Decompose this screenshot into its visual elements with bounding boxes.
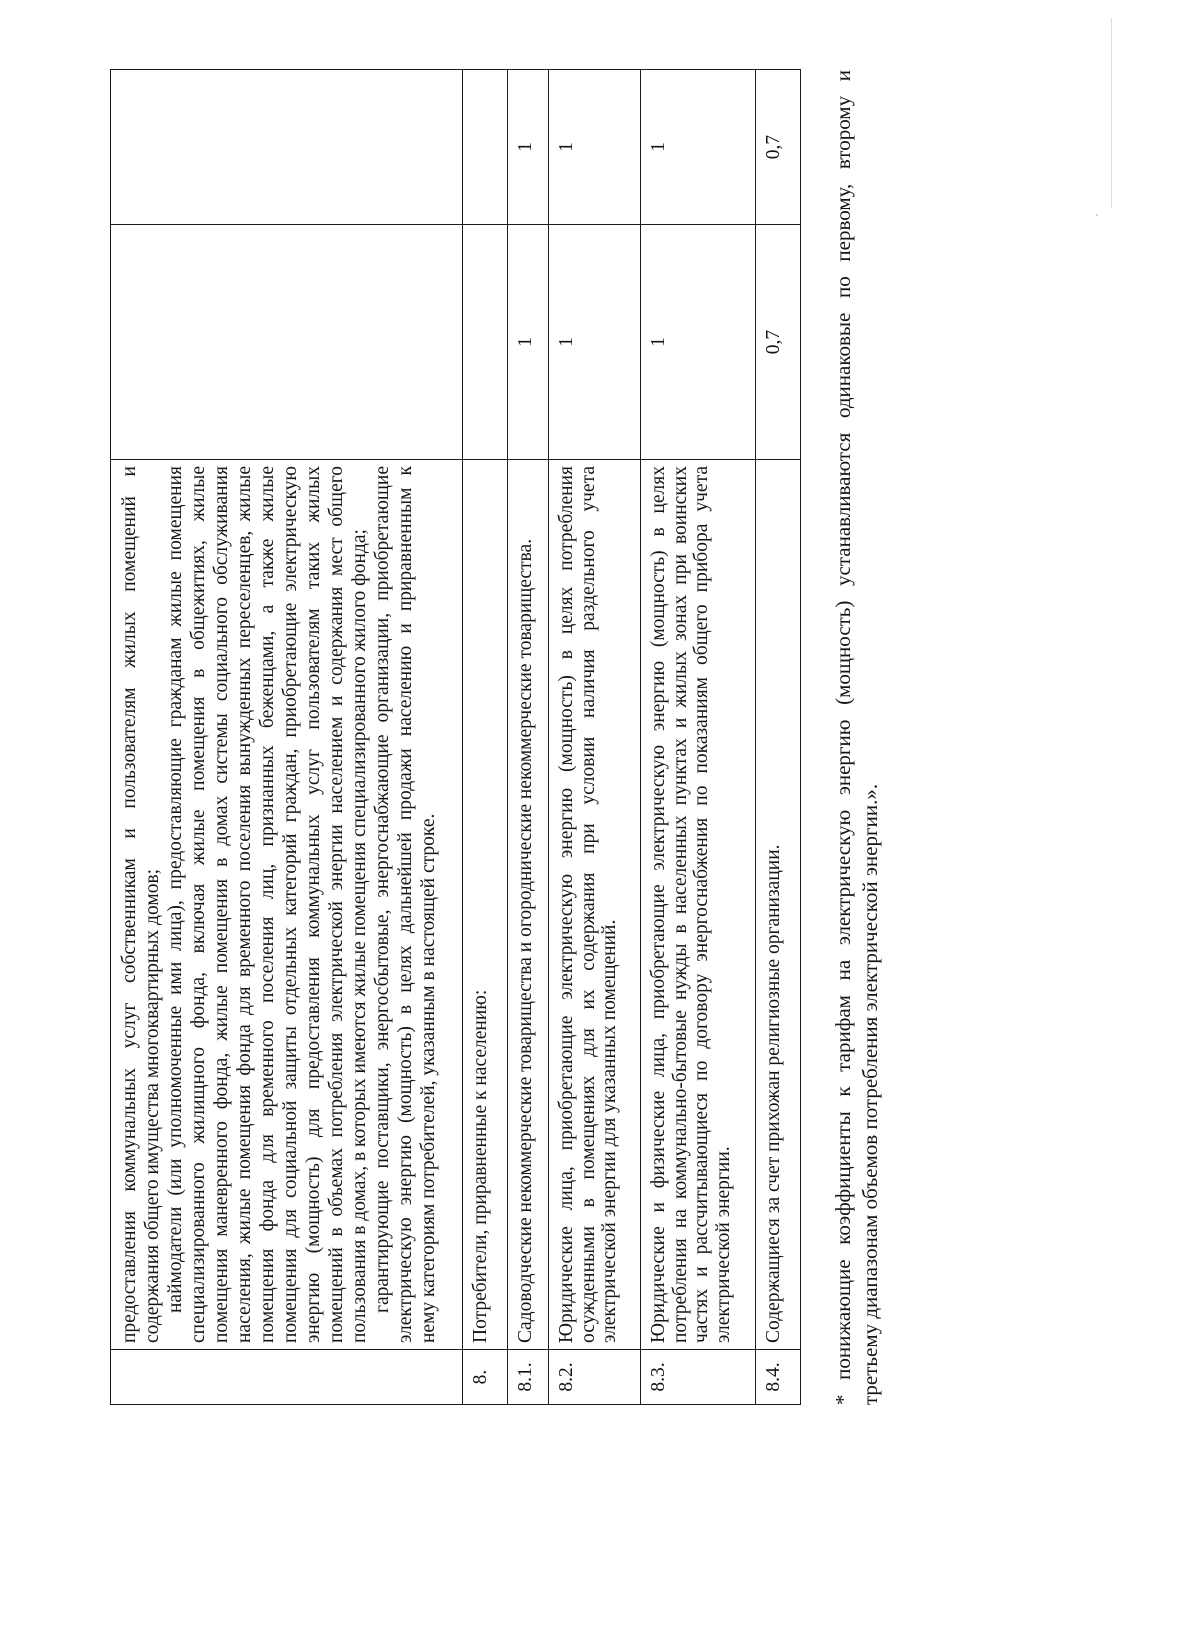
description-line: осужденными в помещениях для их содержания при условии наличия раздельного учета — [577, 466, 599, 1343]
rotated-page-content — [110, 70, 890, 1405]
description-line: Садоводческие некоммерческие товарищества и огороднические некоммерческие товарищества. — [515, 538, 536, 1343]
description-line: электрической энергии. — [712, 1146, 734, 1343]
row-description-cell — [111, 460, 463, 1350]
description-line: частях и рассчитывающиеся по договору энергоснабжения по показаниям общего прибора учета — [691, 466, 712, 1343]
footnote-line: третьему диапазонам объемов потребления электрической энергии.». — [858, 783, 882, 1405]
description-line: помещения для социальной защиты отдельных категорий граждан, приобретающие электрическую — [280, 466, 301, 1343]
description-line: помещения маневренного фонда, жилые помещения в домах системы социального обслуживания — [211, 466, 232, 1343]
row-number-cell — [111, 1350, 463, 1405]
description-line: потребления на коммунально-бытовые нужды в населенных пунктах и жилых зонах при воинских — [669, 466, 691, 1343]
scan-edge-line — [1111, 18, 1112, 208]
coefficient-cell-second: 1 — [508, 70, 549, 225]
description-line: Содержащиеся за счет прихожан религиозные организации. — [763, 844, 784, 1343]
description-line: населения, жилые помещения фонда для временного поселения вынужденных переселенцев, жилые — [234, 466, 255, 1343]
row-number-cell: 8.3. — [641, 1350, 756, 1405]
description-line: Юридические и физические лица, приобретающие электрическую энергию (мощность) в целях — [648, 466, 669, 1343]
footnote-line: * понижающие коэффициенты к тарифам на электрическую энергию (мощность) устанавливаются одинаковые по первому, второму и — [831, 70, 855, 1405]
row-number-cell: 8.2. — [549, 1350, 641, 1405]
description-line: Потребители, приравненные к населению: — [470, 989, 491, 1343]
table-row — [641, 70, 756, 1405]
description-paragraph — [164, 466, 371, 1343]
description-line: наймодатели (или уполномоченные ими лица), предоставляющие гражданам жилые помещения — [165, 466, 186, 1313]
coefficient-cell-first — [463, 225, 508, 460]
description-line: помещения фонда для временного поселения лиц, признанных беженцами, а также жилые — [257, 466, 278, 1343]
row-description-cell — [508, 460, 549, 1350]
footnote — [830, 70, 884, 1405]
description-line: электрическую энергию (мощность) в целях дальнейшей продажи населению и приравненным к — [395, 466, 416, 1343]
table-row — [111, 70, 463, 1405]
description-line: энергию (мощность) для предоставления коммунальных услуг пользователям таких жилых — [303, 466, 324, 1343]
description-line: специализированного жилищного фонда, включая жилые помещения в общежитиях, жилые — [188, 466, 209, 1343]
coefficient-cell-first: 1 — [549, 225, 641, 460]
row-number-cell: 8. — [463, 1350, 508, 1405]
coefficient-cell-second: 0,7 — [756, 70, 801, 225]
coefficient-cell-first: 1 — [641, 225, 756, 460]
table-row — [463, 70, 508, 1405]
scan-speck — [1096, 214, 1098, 216]
description-line: помещений в объемах потребления электрической энергии населением и содержания мест общего — [326, 466, 347, 1343]
tariff-coefficients-table — [110, 69, 801, 1405]
description-line: Юридические лица, приобретающие электрическую энергию (мощность) в целях потребления — [556, 466, 577, 1343]
coefficient-cell-second — [463, 70, 508, 225]
row-number-cell: 8.4. — [756, 1350, 801, 1405]
description-line: содержания общего имущества многоквартирных домов; — [142, 868, 163, 1343]
coefficient-cell-second: 1 — [549, 70, 641, 225]
description-line: предоставления коммунальных услуг собственникам и пользователям жилых помещений и — [119, 466, 140, 1343]
row-number-cell: 8.1. — [508, 1350, 549, 1405]
description-line: гарантирующие поставщики, энергосбытовые, энергоснабжающие организации, приобретающие — [372, 466, 393, 1313]
table-row — [508, 70, 549, 1405]
coefficient-cell-first: 0,7 — [756, 225, 801, 460]
row-description-cell — [641, 460, 756, 1350]
coefficient-cell-second: 1 — [641, 70, 756, 225]
row-description-cell — [463, 460, 508, 1350]
coefficient-cell-second — [111, 70, 463, 225]
coefficient-cell-first — [111, 225, 463, 460]
description-line: пользования в домах, в которых имеются жилые помещения специализированного жилого фонда; — [349, 529, 370, 1343]
coefficient-cell-first: 1 — [508, 225, 549, 460]
description-paragraph — [371, 466, 440, 1343]
description-line: нему категориям потребителей, указанным в настоящей строке. — [418, 813, 439, 1343]
table-row — [756, 70, 801, 1405]
description-line: электрической энергии для указанных помещений. — [599, 919, 620, 1343]
description-paragraph — [118, 466, 164, 1343]
table-row — [549, 70, 641, 1405]
row-description-cell — [756, 460, 801, 1350]
row-description-cell — [549, 460, 641, 1350]
